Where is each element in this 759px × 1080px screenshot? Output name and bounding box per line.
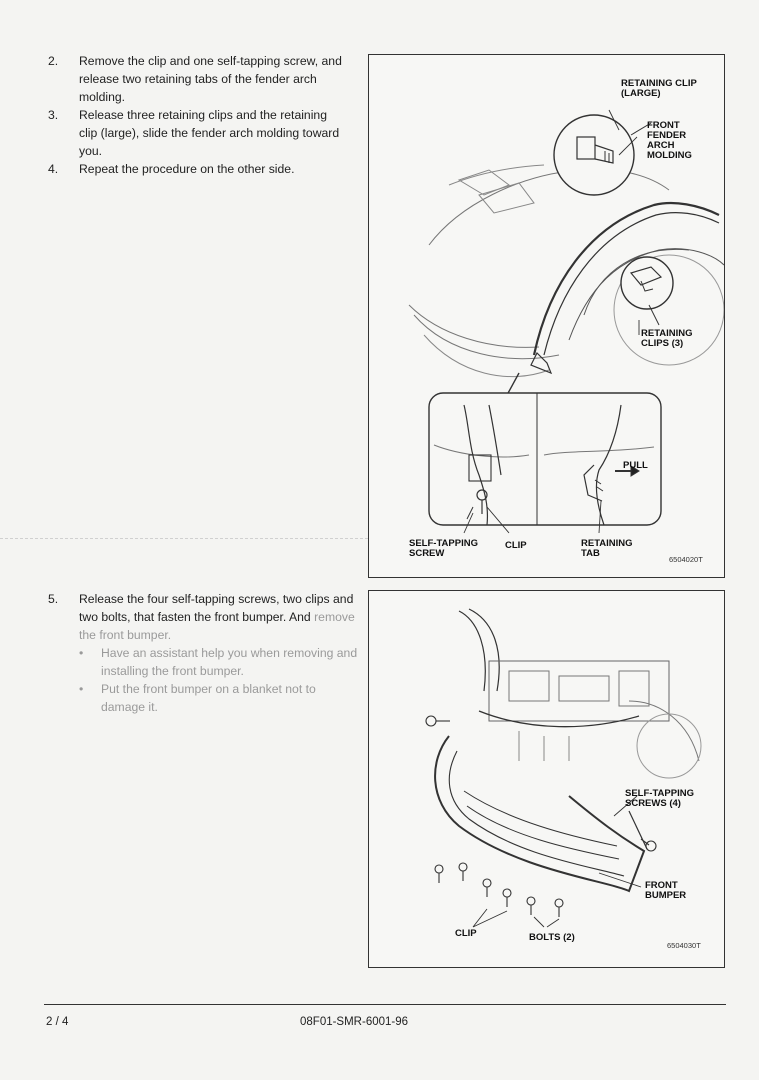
step-3 (48, 106, 348, 160)
step-number: 5. (48, 592, 59, 606)
figure-front-bumper (368, 590, 725, 968)
step-text: Release three retaining clips and the retaining clip (large), slide the fender arch molding toward you. (79, 108, 340, 158)
step-text-faint: remove the front bumper. (79, 610, 355, 642)
bullet-text: Put the front bumper on a blanket not to damage it. (101, 682, 316, 714)
label-retaining-clip-large: RETAINING CLIP (LARGE) (621, 78, 697, 99)
label-self-tapping-screw: SELF-TAPPING SCREW (409, 538, 478, 559)
step-text: Repeat the procedure on the other side. (79, 162, 295, 176)
label-self-tapping-screws: SELF-TAPPING SCREWS (4) (625, 788, 694, 809)
footer-divider (44, 1004, 726, 1005)
document-number: 08F01-SMR-6001-96 (300, 1016, 409, 1028)
bullet-item (48, 680, 358, 716)
figure-code: 6504030T (667, 941, 701, 950)
label-front-bumper: FRONT BUMPER (645, 880, 687, 901)
instructions-top (48, 52, 348, 178)
label-bolts: BOLTS (2) (529, 932, 575, 943)
step-text: Release the four self-tapping screws, two clips and two bolts, that fasten the front bumper. And (79, 592, 354, 624)
front-bumper-illustration (369, 591, 724, 967)
step-2 (48, 52, 348, 106)
step-4 (48, 160, 348, 178)
step-5 (48, 590, 358, 644)
figure-fender-molding (368, 54, 725, 578)
label-clip: CLIP (505, 540, 527, 551)
step-number: 2. (48, 54, 59, 68)
page-number: 2 / 4 (46, 1016, 69, 1028)
instructions-bottom (48, 590, 358, 716)
step-text: Remove the clip and one self-tapping screw, and release two retaining tabs of the fender arch molding. (79, 54, 342, 104)
step-number: 3. (48, 108, 59, 122)
figure-code: 6504020T (669, 555, 703, 564)
label-retaining-clips: RETAINING CLIPS (3) (641, 328, 693, 349)
bullet-item (48, 644, 358, 680)
label-pull: PULL (623, 460, 648, 471)
step-number: 4. (48, 162, 59, 176)
bullet-text: Have an assistant help you when removing and installing the front bumper. (101, 646, 358, 678)
label-retaining-tab: RETAINING TAB (581, 538, 633, 559)
step-5-body (79, 590, 358, 644)
bullet-icon: • (79, 646, 84, 660)
label-front-fender-arch-molding: FRONT FENDER ARCH MOLDING (647, 120, 692, 161)
bullet-icon: • (79, 682, 84, 696)
faint-divider (0, 538, 368, 539)
label-clip: CLIP (455, 928, 477, 939)
